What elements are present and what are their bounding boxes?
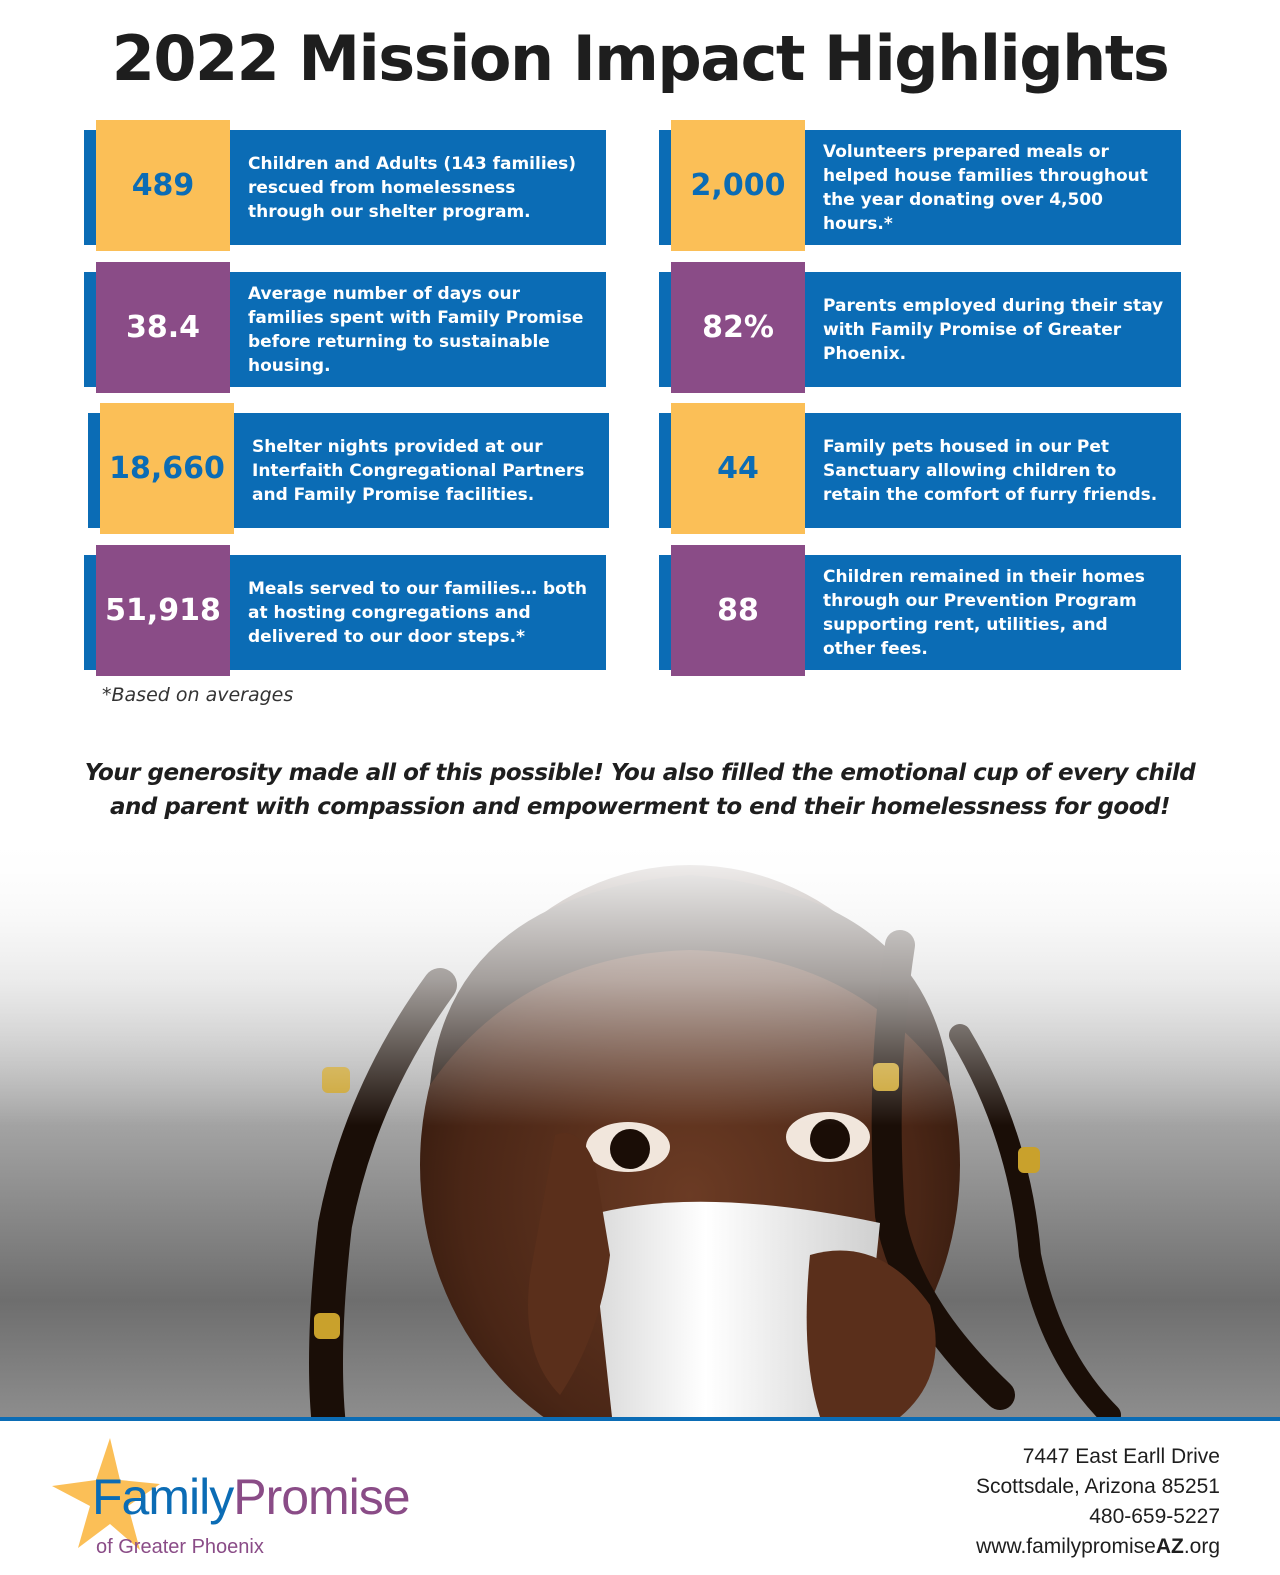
page-title: 2022 Mission Impact Highlights [111, 22, 1169, 95]
address-city: Scottsdale, Arizona 85251 [975, 1475, 1220, 1498]
stat-description: Volunteers prepared meals or helped house families throughout the year donating over 4,500 hours.* [823, 141, 1148, 234]
stat-value: 88 [671, 545, 805, 676]
child-drinking-illustration [0, 835, 1280, 1417]
stat-card-volunteers [671, 130, 1181, 245]
stat-card-employed [671, 272, 1181, 387]
card-edge [659, 413, 671, 528]
stat-description: Shelter nights provided at our Interfaith Congregational Partners and Family Promise facilities. [252, 436, 585, 505]
card-edge [659, 555, 671, 670]
logo-wordmark [92, 1468, 410, 1526]
stat-value: 2,000 [671, 120, 805, 251]
stat-description: Family pets housed in our Pet Sanctuary allowing children to retain the comfort of furry friends. [823, 436, 1158, 505]
stat-description: Meals served to our families… both at hosting congregations and delivered to our door steps.* [248, 578, 588, 647]
address-street: 7447 East Earll Drive [1022, 1445, 1220, 1468]
stat-card-shelter [96, 130, 606, 245]
website-bold: AZ [1155, 1535, 1184, 1558]
stat-card-days [96, 272, 606, 387]
stat-description: Average number of days our families spent with Family Promise before returning to sustainable housing. [248, 283, 584, 376]
phone-number: 480-659-5227 [1089, 1505, 1220, 1528]
stat-value: 44 [671, 403, 805, 534]
logo-word-promise: Promise [233, 1469, 410, 1525]
card-edge [88, 413, 100, 528]
logo-word-family: Family [92, 1469, 234, 1525]
stat-description: Children remained in their homes through our Prevention Program supporting rent, utilities, and other fees. [823, 566, 1145, 659]
stat-value: 38.4 [96, 262, 230, 393]
stat-description: Parents employed during their stay with Family Promise of Greater Phoenix. [823, 295, 1164, 364]
card-edge [84, 272, 96, 387]
footnote: *Based on averages [102, 684, 294, 706]
card-edge [659, 130, 671, 245]
stat-description: Children and Adults (143 families) rescued from homelessness through our shelter program. [248, 153, 577, 222]
stat-card-nights [100, 413, 609, 528]
contact-block [976, 1442, 1220, 1562]
stat-value: 489 [96, 120, 230, 251]
stat-card-prevention [671, 555, 1181, 670]
card-edge [84, 555, 96, 670]
tagline: Your generosity made all of this possible! You also filled the emotional cup of every child and parent with compassion and empowerment to end their homelessness for good! [84, 760, 1196, 820]
website-link[interactable] [976, 1532, 1220, 1562]
website-prefix: www.familypromise [976, 1535, 1156, 1558]
stat-card-pets [671, 413, 1181, 528]
card-edge [659, 272, 671, 387]
stat-value: 82% [671, 262, 805, 393]
stat-card-meals [96, 555, 606, 670]
child-photo [0, 835, 1280, 1417]
stat-value: 18,660 [100, 403, 234, 534]
stat-value: 51,918 [96, 545, 230, 676]
card-edge [84, 130, 96, 245]
footer-divider [0, 1417, 1280, 1421]
website-suffix: .org [1183, 1535, 1220, 1558]
logo-subtitle: of Greater Phoenix [96, 1536, 264, 1558]
